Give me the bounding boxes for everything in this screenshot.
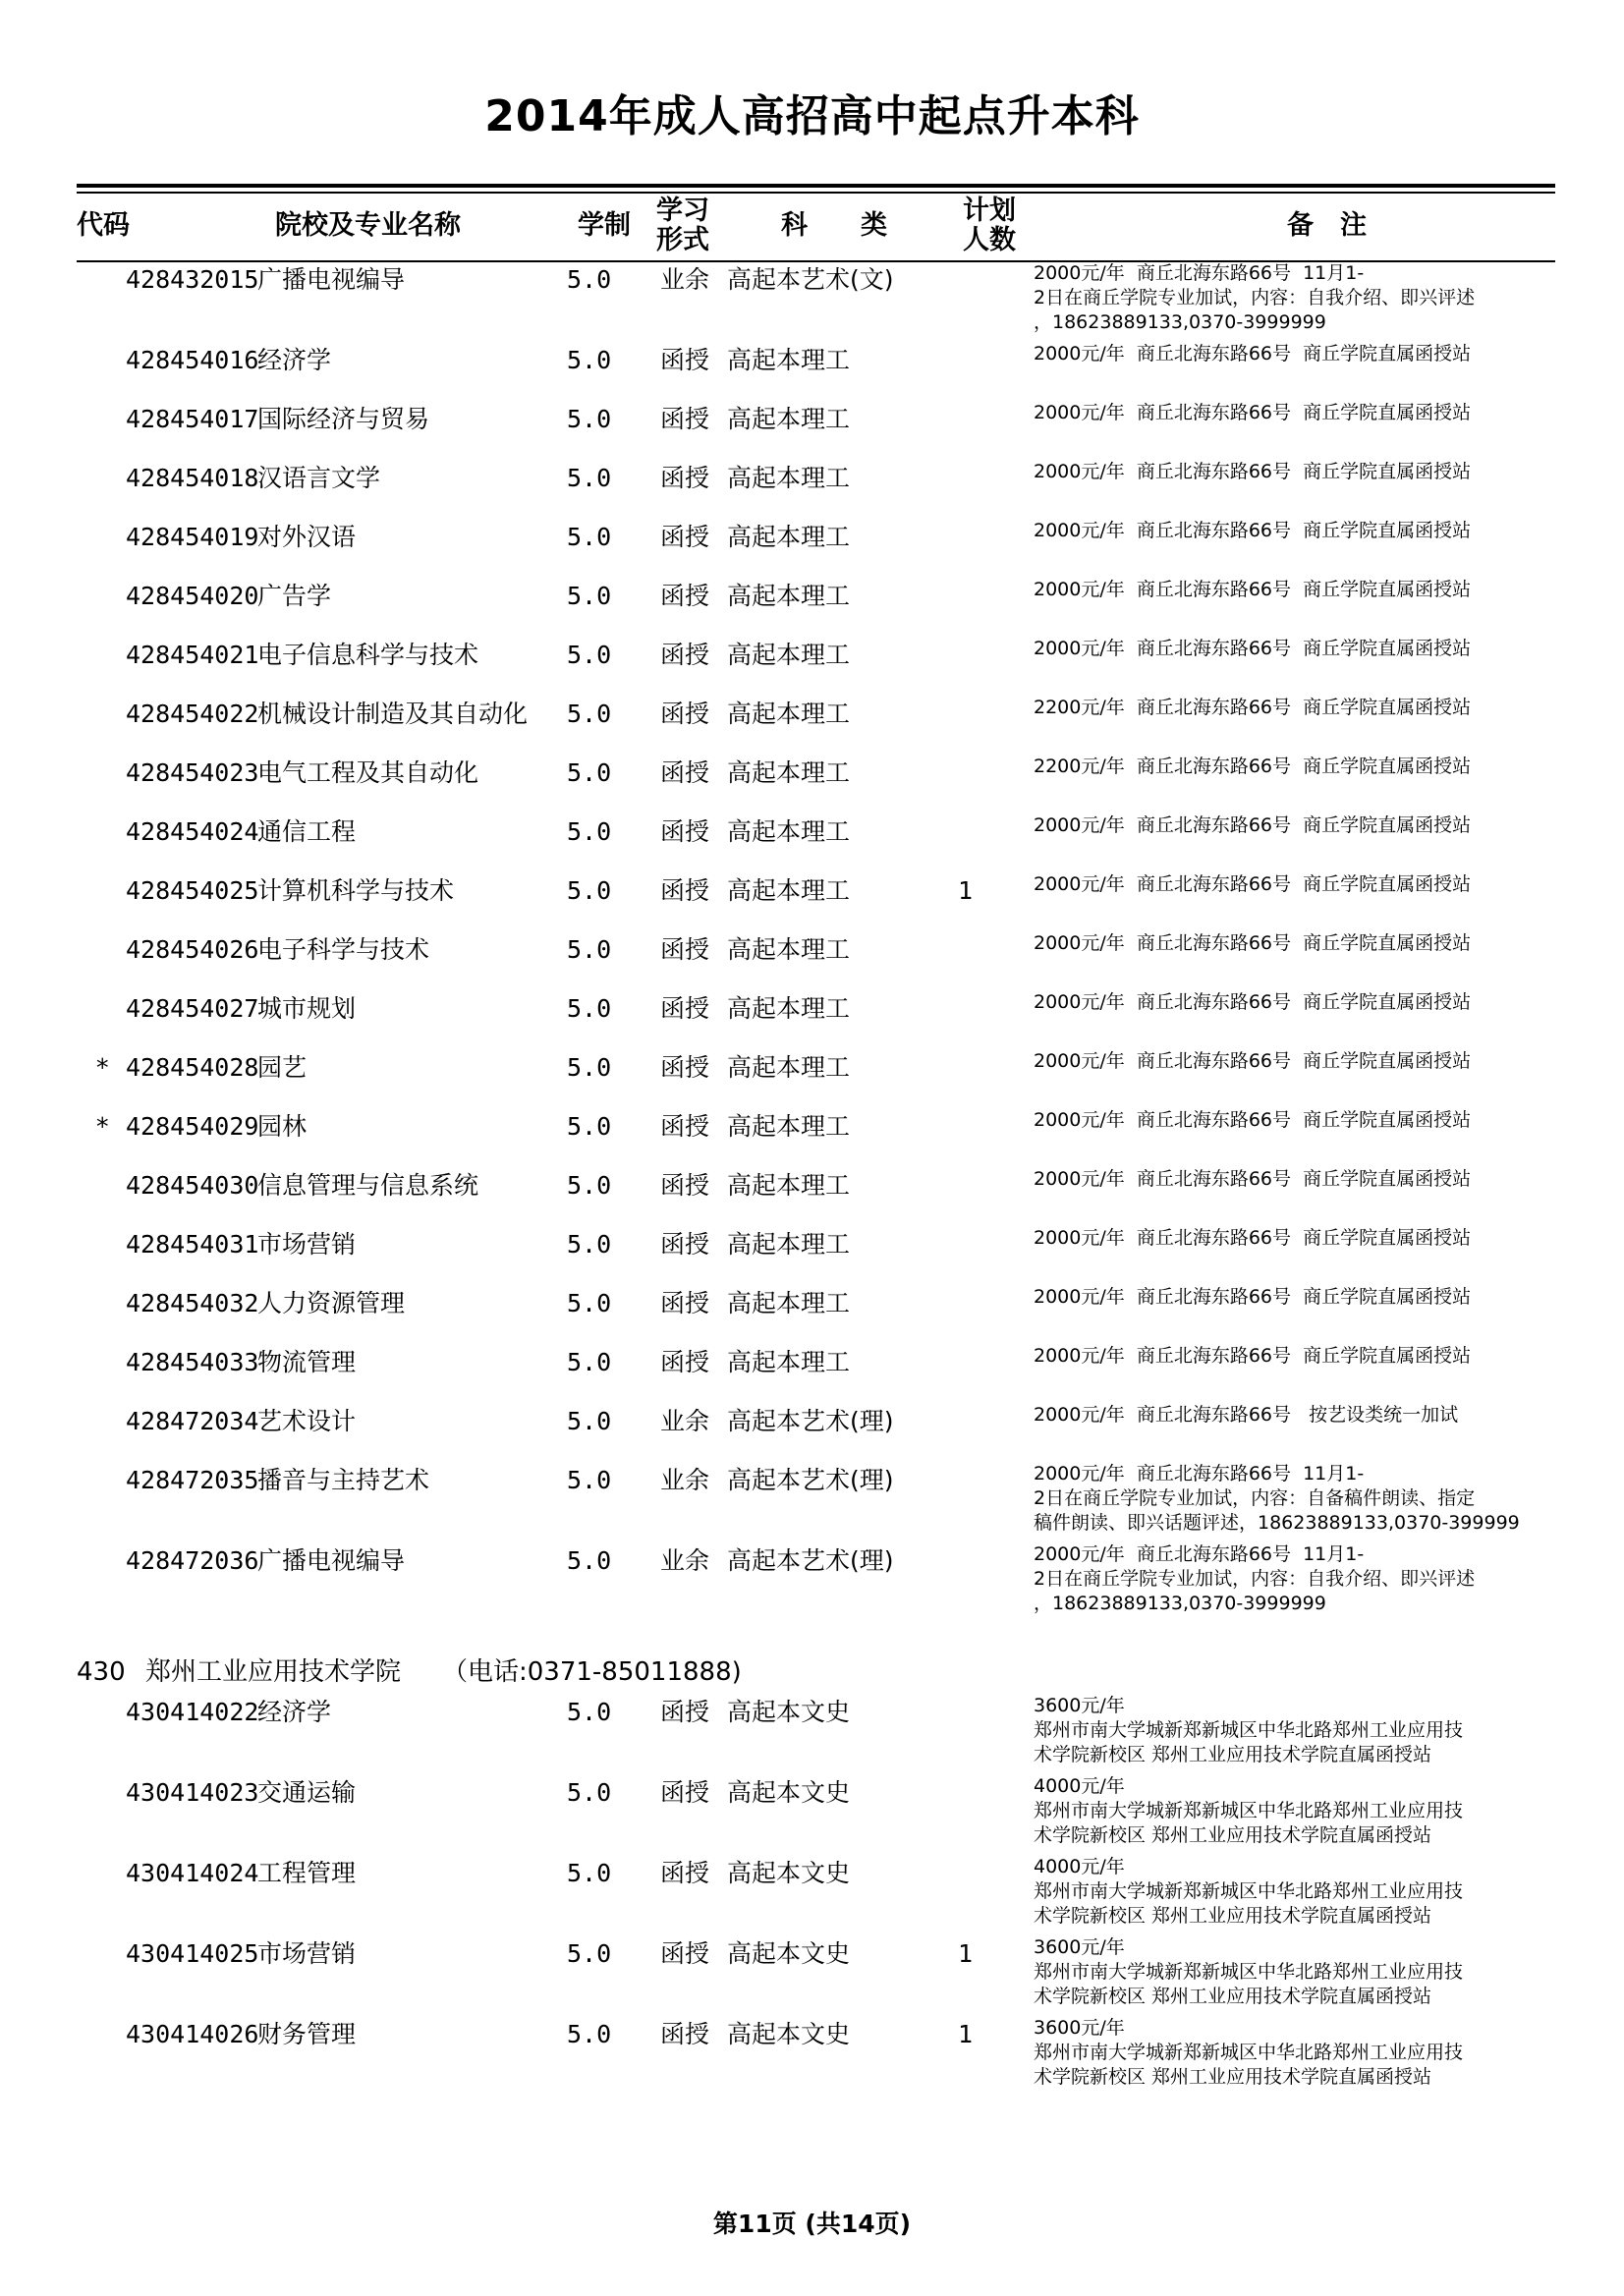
study-years: 5.0 — [567, 1939, 612, 1968]
remark: 2000元/年 商丘北海东路66号 商丘学院直属函授站 — [1034, 873, 1472, 895]
major-name: 电气工程及其自动化 — [257, 758, 479, 787]
study-form: 函授 — [660, 1939, 710, 1968]
study-form: 函授 — [660, 1112, 710, 1141]
star-mark: * — [96, 1112, 109, 1141]
major-name: 电子科学与技术 — [257, 935, 430, 964]
category: 高起本理工 — [727, 1112, 851, 1141]
study-years: 5.0 — [567, 1053, 612, 1082]
category: 高起本理工 — [727, 464, 851, 492]
study-years: 5.0 — [567, 817, 612, 846]
plan-count: 1 — [958, 1939, 974, 1968]
header-category: 科 类 — [781, 210, 887, 241]
category: 高起本理工 — [727, 758, 851, 787]
study-form: 函授 — [660, 1348, 710, 1376]
study-years: 5.0 — [567, 1407, 612, 1435]
major-name: 国际经济与贸易 — [257, 405, 430, 433]
study-years: 5.0 — [567, 935, 612, 964]
header-remark: 备 注 — [1287, 210, 1367, 241]
category: 高起本理工 — [727, 1348, 851, 1376]
study-years: 5.0 — [567, 405, 612, 433]
study-years: 5.0 — [567, 1698, 612, 1726]
remark: 2000元/年 商丘北海东路66号 按艺设类统一加试 — [1034, 1404, 1459, 1426]
major-name: 园艺 — [257, 1053, 308, 1082]
study-form: 函授 — [660, 876, 710, 905]
remark: 2200元/年 商丘北海东路66号 商丘学院直属函授站 — [1034, 697, 1472, 718]
major-code: 428454032 — [126, 1289, 259, 1317]
study-form: 函授 — [660, 994, 710, 1023]
study-years: 5.0 — [567, 994, 612, 1023]
header-form-line2: 形式 — [656, 225, 709, 255]
category: 高起本理工 — [727, 700, 851, 728]
study-form: 函授 — [660, 758, 710, 787]
remark: 2000元/年 商丘北海东路66号 商丘学院直属函授站 — [1034, 814, 1472, 836]
category: 高起本文史 — [727, 1698, 851, 1726]
category: 高起本理工 — [727, 405, 851, 433]
study-form: 函授 — [660, 1859, 710, 1887]
header-plan-line2: 人数 — [963, 225, 1016, 255]
study-years: 5.0 — [567, 464, 612, 492]
study-years: 5.0 — [567, 1859, 612, 1887]
study-years: 5.0 — [567, 1230, 612, 1259]
remark: 3600元/年 郑州市南大学城新郑新城区中华北路郑州工业应用技 术学院新校区 郑州工业应用技术学院直属函授站 — [1034, 1695, 1464, 1765]
major-name: 艺术设计 — [257, 1407, 357, 1435]
study-form: 函授 — [660, 1698, 710, 1726]
category: 高起本文史 — [727, 1939, 851, 1968]
study-years: 5.0 — [567, 1348, 612, 1376]
major-code: 430414025 — [126, 1939, 259, 1968]
remark: 2000元/年 商丘北海东路66号 商丘学院直属函授站 — [1034, 520, 1472, 541]
study-form: 函授 — [660, 1289, 710, 1317]
major-name: 财务管理 — [257, 2020, 357, 2048]
major-name: 机械设计制造及其自动化 — [257, 700, 529, 728]
study-form: 函授 — [660, 582, 710, 610]
study-years: 5.0 — [567, 1112, 612, 1141]
header-rule-thin — [77, 192, 1555, 194]
category: 高起本文史 — [727, 1778, 851, 1807]
major-code: 428454026 — [126, 935, 259, 964]
category: 高起本文史 — [727, 1859, 851, 1887]
major-code: 428454019 — [126, 523, 259, 551]
major-code: 428454018 — [126, 464, 259, 492]
study-years: 5.0 — [567, 265, 612, 294]
major-code: 428454023 — [126, 758, 259, 787]
remark: 2000元/年 商丘北海东路66号 商丘学院直属函授站 — [1034, 991, 1472, 1013]
major-code: 428454022 — [126, 700, 259, 728]
study-form: 函授 — [660, 1171, 710, 1200]
major-name: 通信工程 — [257, 817, 357, 846]
page-title: 2014年成人高招高中起点升本科 — [484, 91, 1140, 141]
page-footer: 第11页 (共14页) — [712, 2210, 912, 2238]
major-code: 428472036 — [126, 1546, 259, 1575]
major-name: 工程管理 — [257, 1859, 357, 1887]
study-form: 函授 — [660, 2020, 710, 2048]
category: 高起本理工 — [727, 1289, 851, 1317]
remark: 2000元/年 商丘北海东路66号 商丘学院直属函授站 — [1034, 343, 1472, 364]
study-form: 函授 — [660, 346, 710, 374]
major-code: 428472034 — [126, 1407, 259, 1435]
major-code: 430414026 — [126, 2020, 259, 2048]
study-years: 5.0 — [567, 2020, 612, 2048]
major-name: 信息管理与信息系统 — [257, 1171, 479, 1200]
plan-count: 1 — [958, 2020, 974, 2048]
study-years: 5.0 — [567, 1466, 612, 1494]
major-code: 428454031 — [126, 1230, 259, 1259]
category: 高起本文史 — [727, 2020, 851, 2048]
study-form: 函授 — [660, 1778, 710, 1807]
category: 高起本理工 — [727, 346, 851, 374]
study-years: 5.0 — [567, 758, 612, 787]
major-code: 428454021 — [126, 641, 259, 669]
study-form: 函授 — [660, 935, 710, 964]
remark: 2000元/年 商丘北海东路66号 商丘学院直属函授站 — [1034, 1168, 1472, 1190]
category: 高起本艺术(理) — [727, 1407, 894, 1435]
remark: 2000元/年 商丘北海东路66号 商丘学院直属函授站 — [1034, 1227, 1472, 1249]
header-form-line1: 学习 — [656, 196, 709, 226]
study-form: 业余 — [660, 1407, 710, 1435]
study-years: 5.0 — [567, 641, 612, 669]
institution-phone: （电话:0371-85011888) — [442, 1657, 742, 1687]
major-name: 市场营销 — [257, 1230, 357, 1259]
category: 高起本理工 — [727, 935, 851, 964]
star-mark: * — [96, 1053, 109, 1082]
remark: 2000元/年 商丘北海东路66号 11月1- 2日在商丘学院专业加试，内容：自我介绍、即兴评述 ，18623889133,0370-3999999 — [1034, 1543, 1476, 1614]
major-name: 交通运输 — [257, 1778, 357, 1807]
major-code: 428472035 — [126, 1466, 259, 1494]
category: 高起本理工 — [727, 1053, 851, 1082]
remark: 2000元/年 商丘北海东路66号 商丘学院直属函授站 — [1034, 579, 1472, 600]
header-plan-line1: 计划 — [963, 196, 1016, 226]
major-name: 经济学 — [257, 346, 332, 374]
category: 高起本理工 — [727, 817, 851, 846]
major-code: 428454020 — [126, 582, 259, 610]
category: 高起本理工 — [727, 994, 851, 1023]
header-name: 院校及专业名称 — [275, 210, 461, 241]
remark: 4000元/年 郑州市南大学城新郑新城区中华北路郑州工业应用技 术学院新校区 郑州工业应用技术学院直属函授站 — [1034, 1856, 1464, 1927]
study-form: 函授 — [660, 405, 710, 433]
study-years: 5.0 — [567, 346, 612, 374]
remark: 2000元/年 商丘北海东路66号 商丘学院直属函授站 — [1034, 461, 1472, 482]
study-years: 5.0 — [567, 876, 612, 905]
remark: 2200元/年 商丘北海东路66号 商丘学院直属函授站 — [1034, 756, 1472, 777]
major-code: 428454028 — [126, 1053, 259, 1082]
major-name: 广告学 — [257, 582, 332, 610]
study-form: 业余 — [660, 1466, 710, 1494]
category: 高起本理工 — [727, 523, 851, 551]
study-form: 函授 — [660, 641, 710, 669]
study-form: 函授 — [660, 700, 710, 728]
major-name: 广播电视编导 — [257, 1546, 406, 1575]
study-years: 5.0 — [567, 1171, 612, 1200]
remark: 3600元/年 郑州市南大学城新郑新城区中华北路郑州工业应用技 术学院新校区 郑州工业应用技术学院直属函授站 — [1034, 2017, 1464, 2088]
category: 高起本艺术(理) — [727, 1466, 894, 1494]
major-name: 对外汉语 — [257, 523, 357, 551]
study-years: 5.0 — [567, 1289, 612, 1317]
major-code: 428454025 — [126, 876, 259, 905]
institution-name: 郑州工业应用技术学院 — [145, 1657, 402, 1687]
category: 高起本理工 — [727, 1230, 851, 1259]
major-code: 428454030 — [126, 1171, 259, 1200]
major-code: 430414024 — [126, 1859, 259, 1887]
remark: 2000元/年 商丘北海东路66号 商丘学院直属函授站 — [1034, 402, 1472, 423]
header-code: 代码 — [77, 210, 130, 241]
major-name: 汉语言文学 — [257, 464, 381, 492]
category: 高起本艺术(文) — [727, 265, 894, 294]
study-form: 业余 — [660, 1546, 710, 1575]
study-form: 函授 — [660, 464, 710, 492]
remark: 2000元/年 商丘北海东路66号 商丘学院直属函授站 — [1034, 1286, 1472, 1308]
category: 高起本艺术(理) — [727, 1546, 894, 1575]
major-code: 428454033 — [126, 1348, 259, 1376]
study-years: 5.0 — [567, 523, 612, 551]
category: 高起本理工 — [727, 1171, 851, 1200]
remark: 2000元/年 商丘北海东路66号 11月1- 2日在商丘学院专业加试，内容：自我介绍、即兴评述 ，18623889133,0370-3999999 — [1034, 262, 1476, 333]
study-years: 5.0 — [567, 1778, 612, 1807]
major-name: 园林 — [257, 1112, 308, 1141]
major-code: 428454016 — [126, 346, 259, 374]
remark: 2000元/年 商丘北海东路66号 商丘学院直属函授站 — [1034, 1050, 1472, 1072]
remark: 2000元/年 商丘北海东路66号 11月1- 2日在商丘学院专业加试，内容：自备稿件朗读、指定 稿件朗读、即兴话题评述，18623889133,0370-399999 — [1034, 1463, 1520, 1534]
category: 高起本理工 — [727, 876, 851, 905]
remark: 2000元/年 商丘北海东路66号 商丘学院直属函授站 — [1034, 932, 1472, 954]
major-code: 430414022 — [126, 1698, 259, 1726]
plan-count: 1 — [958, 876, 974, 905]
major-name: 城市规划 — [257, 994, 357, 1023]
major-code: 428454017 — [126, 405, 259, 433]
remark: 4000元/年 郑州市南大学城新郑新城区中华北路郑州工业应用技 术学院新校区 郑州工业应用技术学院直属函授站 — [1034, 1775, 1464, 1846]
study-years: 5.0 — [567, 1546, 612, 1575]
study-form: 函授 — [660, 523, 710, 551]
major-name: 物流管理 — [257, 1348, 357, 1376]
institution-number: 430 — [77, 1657, 126, 1687]
study-form: 函授 — [660, 1230, 710, 1259]
major-code: 428454029 — [126, 1112, 259, 1141]
major-code: 428454024 — [126, 817, 259, 846]
remark: 2000元/年 商丘北海东路66号 商丘学院直属函授站 — [1034, 1109, 1472, 1131]
category: 高起本理工 — [727, 641, 851, 669]
study-form: 函授 — [660, 1053, 710, 1082]
major-name: 市场营销 — [257, 1939, 357, 1968]
remark: 3600元/年 郑州市南大学城新郑新城区中华北路郑州工业应用技 术学院新校区 郑州工业应用技术学院直属函授站 — [1034, 1936, 1464, 2007]
major-name: 电子信息科学与技术 — [257, 641, 479, 669]
header-years: 学制 — [578, 210, 631, 241]
remark: 2000元/年 商丘北海东路66号 商丘学院直属函授站 — [1034, 1345, 1472, 1367]
major-name: 计算机科学与技术 — [257, 876, 455, 905]
major-name: 播音与主持艺术 — [257, 1466, 430, 1494]
header-rule-thick — [77, 184, 1555, 188]
study-form: 业余 — [660, 265, 710, 294]
major-name: 经济学 — [257, 1698, 332, 1726]
major-code: 428432015 — [126, 265, 259, 294]
major-code: 428454027 — [126, 994, 259, 1023]
study-years: 5.0 — [567, 582, 612, 610]
study-form: 函授 — [660, 817, 710, 846]
major-name: 人力资源管理 — [257, 1289, 406, 1317]
remark: 2000元/年 商丘北海东路66号 商丘学院直属函授站 — [1034, 638, 1472, 659]
major-code: 430414023 — [126, 1778, 259, 1807]
study-years: 5.0 — [567, 700, 612, 728]
category: 高起本理工 — [727, 582, 851, 610]
major-name: 广播电视编导 — [257, 265, 406, 294]
